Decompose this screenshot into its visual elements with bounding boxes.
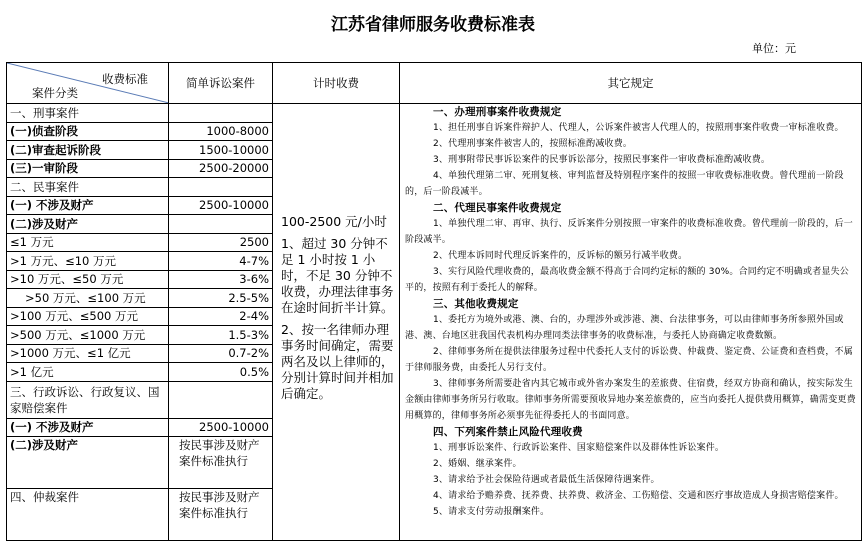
rule-item: 3、刑事附带民事诉讼案件的民事诉讼部分，按照民事案件一审收费标准酌减收费。: [433, 155, 771, 165]
row-fee: 0.7-2%: [169, 344, 273, 363]
row-fee: [169, 178, 273, 197]
row-fee: 按民事涉及财产案件标准执行: [169, 489, 273, 541]
section-heading: 一、办理刑事案件收费规定: [433, 106, 562, 118]
rule-item: 1、委托方为境外或港、澳、台的，办理涉外或涉港、澳、台法律事务，可以由律师事务所参照外国或港、澳、台地区驻我国代表机构办理同类法律事务的收费标准，与委托人协商确定收费数额。: [405, 315, 844, 341]
row-fee: 2500-10000: [169, 418, 273, 437]
row-fee: 2.5-5%: [169, 289, 273, 308]
rule-item: 4、请求给予赡养费、抚养费、扶养费、救济金、工伤赔偿、交通和医疗事故造成人身损害赔偿案件。: [433, 491, 844, 501]
rule-item: 3、实行风险代理收费的，最高收费金额不得高于合同约定标的额的 30%。合同约定不明确或者显失公平的，按照有利于委托人的解释。: [405, 267, 849, 293]
rule-item: 1、担任刑事自诉案件辩护人、代理人，公诉案件被害人代理人的，按照刑事案件收费一审标准收费。: [433, 123, 844, 133]
row-fee: 0.5%: [169, 363, 273, 382]
row-fee: 4-7%: [169, 252, 273, 271]
row-label: >500 万元、≤1000 万元: [7, 326, 169, 345]
row-label: (一) 不涉及财产: [7, 196, 169, 215]
rule-item: 2、律师事务所在提供法律服务过程中代委托人支付的诉讼费、仲裁费、鉴定费、公证费和查档费，不属于律师服务费，由委托人另行支付。: [405, 347, 853, 373]
row-label: (一)侦查阶段: [7, 122, 169, 141]
row-fee: [169, 381, 273, 418]
rule-item: 2、代理本诉同时代理反诉案件的，反诉标的额另行减半收费。: [433, 251, 688, 261]
row-label: (二)审查起诉阶段: [7, 141, 169, 160]
row-label: (二)涉及财产: [7, 437, 169, 489]
row-label: 二、民事案件: [7, 178, 169, 197]
row-fee: [169, 215, 273, 234]
header-hourly: 计时收费: [273, 63, 400, 104]
row-label: 三、行政诉讼、行政复议、国家赔偿案件: [7, 381, 169, 418]
row-fee: 2500: [169, 233, 273, 252]
row-label: >1 万元、≤10 万元: [7, 252, 169, 271]
section-heading: 二、代理民事案件收费规定: [433, 202, 562, 214]
section-heading: 三、其他收费规定: [433, 298, 519, 310]
fee-table: [6, 62, 862, 541]
row-label: (二)涉及财产: [7, 215, 169, 234]
row-label: (三)一审阶段: [7, 159, 169, 178]
row-fee: [169, 104, 273, 123]
row-label: (一) 不涉及财产: [7, 418, 169, 437]
row-fee: 2-4%: [169, 307, 273, 326]
page-title: 江苏省律师服务收费标准表: [331, 15, 535, 35]
header-other: 其它规定: [400, 63, 862, 104]
row-fee: 1500-10000: [169, 141, 273, 160]
header-diagonal-cell: [7, 63, 169, 104]
row-label: >10 万元、≤50 万元: [7, 270, 169, 289]
row-label: >1000 万元、≤1 亿元: [7, 344, 169, 363]
rule-item: 3、请求给予社会保险待遇或者最低生活保障待遇案件。: [433, 475, 660, 485]
row-label: >1 亿元: [7, 363, 169, 382]
row-fee: 按民事涉及财产案件标准执行: [169, 437, 273, 489]
hourly-note-2: 2、按一名律师办理事务时间确定，需要两名及以上律师的，分别计算时间并相加后确定。: [281, 322, 394, 401]
row-fee: 1.5-3%: [169, 326, 273, 345]
rule-item: 1、刑事诉讼案件、行政诉讼案件、国家赔偿案件以及群体性诉讼案件。: [433, 443, 725, 453]
rule-item: 5、请求支付劳动报酬案件。: [433, 507, 550, 517]
row-label: 四、仲裁案件: [7, 489, 169, 541]
row-fee: 1000-8000: [169, 122, 273, 141]
header-fee-standard: 收费标准: [102, 72, 148, 86]
row-fee: 2500-10000: [169, 196, 273, 215]
rule-item: 1、单独代理二审、再审、执行、反诉案件分别按照一审案件的收费标准收费。曾代理前一阶段的，后一阶段减半。: [405, 219, 853, 245]
header-case-category: 案件分类: [32, 86, 78, 100]
rule-item: 3、律师事务所需要赴省内其它城市或外省办案发生的差旅费、住宿费，经双方协商和确认，按实际发生金额由律师事务所另行收取。律师事务所需要预收异地办案差旅费的，应当向委托人提供费用概算，确需变更费用概算的，律师事务所必须事先征得委托人的书面同意。: [405, 379, 856, 421]
other-rules-cell: [400, 104, 862, 541]
row-fee: 3-6%: [169, 270, 273, 289]
row-label: ≤1 万元: [7, 233, 169, 252]
header-row: [7, 63, 862, 104]
row-label: >100 万元、≤500 万元: [7, 307, 169, 326]
hourly-rate: 100-2500 元/小时: [281, 214, 387, 229]
table-row: [7, 104, 862, 123]
hourly-note-1: 1、超过 30 分钟不足 1 小时按 1 小时，不足 30 分钟不收费，办理法律事务在途时间折半计算。: [281, 236, 394, 315]
hourly-cell: [273, 104, 400, 541]
section-heading: 四、下列案件禁止风险代理收费: [433, 426, 583, 438]
rule-item: 2、婚姻、继承案件。: [433, 459, 522, 469]
rule-item: 4、单独代理第二审、死刑复核、审判监督及特别程序案件的按照一审收费标准收费。曾代理前一阶段的，后一阶段减半。: [405, 171, 844, 197]
row-fee: 2500-20000: [169, 159, 273, 178]
row-label: >50 万元、≤100 万元: [7, 289, 169, 308]
unit-label: 单位：元: [752, 42, 796, 55]
row-label: 一、刑事案件: [7, 104, 169, 123]
header-simple-case: 简单诉讼案件: [169, 63, 273, 104]
rule-item: 2、代理刑事案件被害人的，按照标准酌减收费。: [433, 139, 633, 149]
